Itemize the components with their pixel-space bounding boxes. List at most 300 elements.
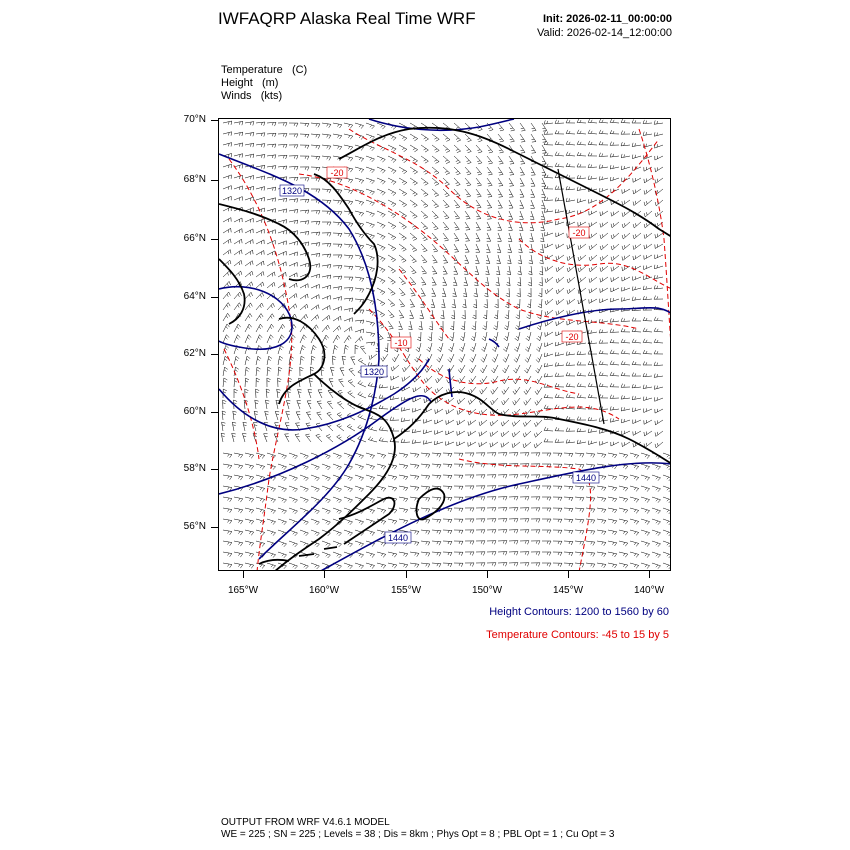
wind-barb bbox=[289, 156, 298, 160]
wind-barb bbox=[504, 332, 509, 341]
wind-barb bbox=[454, 156, 461, 164]
wind-barb bbox=[245, 552, 254, 557]
wind-barb bbox=[454, 233, 459, 241]
wind-barb bbox=[622, 222, 630, 228]
wind-barb bbox=[278, 230, 287, 234]
wind-barb bbox=[494, 310, 498, 319]
wind-barb bbox=[465, 563, 474, 567]
wind-barb bbox=[410, 156, 418, 163]
wind-barb bbox=[289, 563, 298, 569]
wind-barb bbox=[267, 356, 272, 365]
wind-barb bbox=[443, 475, 452, 479]
wind-barb bbox=[443, 486, 452, 490]
wind-barb bbox=[619, 530, 628, 535]
wind-barb bbox=[531, 541, 540, 545]
wind-barb bbox=[285, 434, 289, 442]
wind-barb bbox=[333, 134, 342, 139]
wind-barb bbox=[256, 229, 264, 233]
wind-barb bbox=[256, 378, 260, 387]
wind-barb bbox=[344, 475, 353, 481]
wind-barb bbox=[278, 475, 287, 481]
temperature-contour bbox=[224, 349, 259, 459]
wind-barb bbox=[399, 310, 404, 318]
wind-barb bbox=[644, 255, 652, 259]
wind-barb bbox=[589, 211, 597, 215]
wind-barb bbox=[555, 152, 564, 156]
wind-barb bbox=[222, 422, 226, 431]
wind-barb bbox=[234, 453, 243, 458]
wind-barb bbox=[599, 361, 608, 365]
wind-barb bbox=[599, 119, 608, 123]
wind-barb bbox=[222, 411, 226, 420]
wind-barb bbox=[267, 209, 276, 213]
wind-barb bbox=[644, 233, 652, 239]
wind-barb bbox=[223, 271, 231, 277]
wind-barb bbox=[529, 255, 533, 264]
wind-barb bbox=[377, 288, 385, 295]
wind-barb bbox=[564, 541, 573, 545]
wind-barb bbox=[300, 356, 305, 365]
wind-barb bbox=[421, 156, 428, 163]
wind-barb bbox=[644, 178, 652, 183]
wind-barb bbox=[630, 541, 639, 546]
wind-barb bbox=[621, 384, 630, 388]
wind-barb bbox=[531, 453, 540, 457]
wind-barb bbox=[421, 266, 427, 274]
wind-barb bbox=[333, 326, 341, 332]
wind-barb bbox=[578, 277, 586, 283]
wind-barb bbox=[355, 211, 364, 216]
wind-barb bbox=[514, 343, 520, 352]
wind-barb bbox=[459, 354, 465, 362]
wind-barb bbox=[326, 434, 333, 442]
wind-barb bbox=[399, 563, 408, 568]
wind-barb bbox=[480, 365, 487, 373]
wind-barb bbox=[415, 354, 421, 362]
wind-barb bbox=[471, 332, 476, 341]
wind-barb bbox=[476, 145, 482, 153]
wind-barb bbox=[300, 284, 308, 288]
wind-barb bbox=[544, 152, 553, 156]
wind-barb bbox=[524, 409, 532, 416]
wind-barb bbox=[360, 346, 366, 354]
wind-barb bbox=[267, 367, 271, 376]
wind-barb bbox=[622, 233, 630, 239]
wind-barb bbox=[577, 440, 586, 444]
wind-barb bbox=[337, 435, 344, 442]
wind-barb bbox=[278, 345, 284, 354]
wind-barb bbox=[322, 285, 331, 289]
wind-barb bbox=[399, 178, 407, 185]
wind-barb bbox=[399, 189, 407, 196]
wind-barb bbox=[564, 519, 573, 523]
wind-barb bbox=[531, 178, 535, 186]
wind-barb bbox=[278, 241, 286, 245]
wind-barb bbox=[223, 186, 231, 190]
wind-barb bbox=[643, 286, 652, 290]
wind-barb bbox=[498, 497, 507, 501]
wind-barb bbox=[496, 266, 500, 275]
wind-barb bbox=[577, 361, 586, 365]
coastline-north bbox=[339, 128, 671, 237]
temperature-label-text: -20 bbox=[330, 168, 344, 178]
wind-barb bbox=[223, 400, 227, 409]
wind-barb bbox=[289, 166, 298, 170]
wind-barb bbox=[454, 222, 459, 230]
wind-barb bbox=[223, 552, 232, 557]
wind-barb bbox=[566, 141, 575, 145]
wind-barb bbox=[509, 211, 513, 219]
wind-barb bbox=[388, 310, 394, 318]
wind-barb bbox=[497, 244, 501, 253]
wind-barb bbox=[388, 145, 396, 151]
wind-barb bbox=[377, 464, 386, 469]
wind-barb bbox=[652, 563, 661, 569]
wind-barb bbox=[388, 156, 396, 163]
wind-barb bbox=[487, 475, 496, 479]
wind-barb bbox=[344, 123, 353, 128]
wind-barb bbox=[465, 453, 474, 457]
wind-barb bbox=[333, 200, 342, 204]
wind-barb bbox=[289, 209, 298, 213]
wind-barb bbox=[469, 365, 476, 373]
wind-barb bbox=[337, 424, 344, 431]
wind-barb bbox=[368, 393, 377, 398]
wind-barb bbox=[223, 519, 232, 524]
wind-barb bbox=[223, 175, 231, 179]
wind-barb bbox=[366, 453, 375, 459]
wind-barb bbox=[377, 222, 385, 228]
wind-barb bbox=[388, 233, 396, 240]
wind-barb bbox=[509, 552, 518, 556]
wind-barb bbox=[454, 486, 463, 490]
wind-barb bbox=[589, 233, 597, 238]
wind-barb bbox=[457, 431, 465, 435]
wind-barb bbox=[243, 422, 247, 431]
wind-barb bbox=[465, 255, 469, 263]
wind-barb bbox=[311, 345, 316, 354]
wind-barb bbox=[344, 189, 353, 194]
wind-barb bbox=[502, 398, 510, 405]
wind-barb bbox=[289, 134, 298, 138]
wind-barb bbox=[566, 210, 575, 214]
wind-barb bbox=[523, 420, 531, 427]
temperature-label-text: -10 bbox=[394, 338, 408, 348]
wind-barb bbox=[355, 541, 364, 547]
wind-barb bbox=[223, 541, 232, 546]
wind-barb bbox=[322, 211, 331, 215]
wind-barb bbox=[333, 508, 342, 514]
wind-barb bbox=[432, 222, 438, 230]
wind-barb bbox=[366, 178, 375, 184]
wind-barb bbox=[663, 475, 671, 481]
wind-barb bbox=[413, 387, 421, 392]
wind-barb bbox=[465, 156, 471, 164]
wind-barb bbox=[586, 453, 595, 458]
wind-barb bbox=[443, 541, 452, 545]
wind-barb bbox=[278, 464, 287, 470]
wind-barb bbox=[545, 244, 553, 248]
wind-barb bbox=[553, 563, 562, 567]
wind-barb bbox=[454, 497, 463, 501]
wind-barb bbox=[643, 296, 652, 300]
wind-barb bbox=[300, 314, 308, 321]
wind-barb bbox=[278, 251, 286, 255]
wind-barb bbox=[465, 200, 470, 208]
wind-barb bbox=[534, 431, 542, 437]
wind-barb bbox=[366, 464, 375, 470]
wind-barb bbox=[256, 176, 265, 180]
wind-barb bbox=[644, 266, 652, 270]
wind-barb bbox=[503, 365, 510, 373]
wind-barb bbox=[223, 228, 231, 233]
wind-barb bbox=[621, 318, 630, 322]
wind-barb bbox=[333, 541, 342, 547]
wind-barb bbox=[289, 262, 297, 266]
wind-barb bbox=[476, 178, 482, 186]
wind-barb bbox=[388, 321, 393, 329]
wind-barb bbox=[355, 329, 364, 333]
wind-barb bbox=[245, 229, 253, 233]
wind-barb bbox=[630, 519, 639, 524]
wind-barb bbox=[344, 266, 353, 270]
wind-barb bbox=[410, 244, 417, 252]
wind-barb bbox=[432, 211, 438, 219]
wind-barb bbox=[410, 475, 419, 480]
wind-barb bbox=[256, 367, 261, 376]
wind-barb bbox=[535, 398, 542, 405]
wind-barb bbox=[278, 123, 287, 127]
wind-barb bbox=[474, 277, 478, 286]
wind-barb bbox=[366, 475, 375, 481]
wind-barb bbox=[377, 233, 385, 239]
wind-barb bbox=[421, 189, 428, 196]
wind-barb bbox=[541, 189, 545, 197]
wind-barb bbox=[566, 428, 575, 432]
wind-barb bbox=[608, 552, 617, 557]
wind-barb bbox=[267, 508, 276, 514]
wind-barb bbox=[492, 354, 498, 362]
temperature-contour-note: Temperature Contours: -45 to 15 by 5 bbox=[486, 629, 669, 641]
wind-barb bbox=[391, 376, 399, 380]
wind-barb bbox=[487, 200, 492, 208]
wind-barb bbox=[420, 310, 424, 319]
wind-barb bbox=[311, 167, 320, 171]
wind-barb bbox=[459, 343, 465, 352]
wind-barb bbox=[611, 211, 619, 216]
wind-barb bbox=[300, 453, 308, 459]
wind-barb bbox=[509, 453, 518, 457]
wind-barb bbox=[556, 288, 564, 294]
wind-barb bbox=[479, 420, 487, 426]
wind-barb bbox=[556, 342, 565, 346]
wind-barb bbox=[344, 308, 353, 312]
wind-barb bbox=[520, 189, 524, 197]
wind-barb bbox=[531, 189, 535, 197]
wind-barb bbox=[465, 552, 474, 556]
wind-barb bbox=[621, 131, 630, 135]
wind-barb bbox=[519, 222, 523, 231]
wind-barb bbox=[575, 453, 584, 457]
wind-barb bbox=[476, 167, 482, 175]
wind-barb bbox=[391, 386, 400, 390]
wind-barb bbox=[245, 475, 254, 480]
wind-barb bbox=[507, 255, 511, 264]
wind-barb bbox=[553, 530, 562, 534]
wind-barb bbox=[265, 400, 269, 409]
wind-barb bbox=[223, 563, 232, 568]
wind-barb bbox=[333, 486, 342, 492]
temperature-label bbox=[562, 331, 582, 342]
wind-barb bbox=[421, 134, 429, 141]
wind-barb bbox=[300, 486, 308, 492]
wind-barb bbox=[234, 356, 239, 365]
wind-barb bbox=[575, 563, 584, 567]
wind-barb bbox=[487, 156, 493, 164]
wind-barb bbox=[632, 350, 641, 354]
wind-barb bbox=[366, 222, 375, 228]
wind-barb bbox=[438, 343, 444, 352]
wind-barb bbox=[289, 530, 298, 536]
wind-barb bbox=[427, 343, 432, 352]
wind-barb bbox=[566, 119, 575, 123]
wind-barb bbox=[515, 332, 520, 341]
wind-barb bbox=[278, 497, 287, 503]
wind-barb bbox=[621, 119, 630, 123]
wind-barb bbox=[289, 304, 297, 310]
wind-barb bbox=[421, 486, 430, 490]
wind-barb bbox=[622, 431, 630, 435]
wind-barb bbox=[245, 508, 254, 513]
wind-barb bbox=[643, 385, 652, 389]
wind-barb bbox=[322, 145, 331, 150]
wind-barb bbox=[421, 222, 428, 230]
lat-label-62: 62°N bbox=[183, 348, 206, 359]
wind-barb bbox=[567, 277, 575, 283]
lat-label-68: 68°N bbox=[183, 174, 206, 185]
wind-barb bbox=[245, 143, 254, 147]
wind-barb bbox=[306, 423, 311, 431]
lat-tick bbox=[211, 120, 218, 121]
wind-barb bbox=[610, 339, 619, 343]
wind-barb bbox=[611, 298, 620, 302]
wind-barb bbox=[619, 563, 628, 568]
wind-barb bbox=[435, 441, 444, 445]
temperature-label-text: -20 bbox=[565, 332, 579, 342]
wind-barb bbox=[484, 299, 488, 308]
wind-barb bbox=[588, 441, 597, 445]
wind-barb bbox=[322, 475, 330, 481]
wind-barb bbox=[300, 231, 309, 235]
wind-barb bbox=[644, 431, 652, 436]
wind-barb bbox=[555, 141, 564, 145]
lat-tick bbox=[211, 180, 218, 181]
wind-barb bbox=[421, 244, 427, 252]
wind-barb bbox=[487, 167, 492, 175]
wind-barb bbox=[390, 417, 399, 421]
wind-barb bbox=[655, 167, 663, 172]
wind-barb bbox=[443, 134, 450, 141]
wind-barb bbox=[431, 299, 435, 308]
wind-barb bbox=[377, 178, 385, 184]
wind-barb bbox=[388, 453, 397, 458]
wind-barb bbox=[311, 232, 320, 236]
wind-barb bbox=[652, 530, 661, 536]
wind-barb bbox=[289, 123, 298, 127]
wind-barb bbox=[242, 433, 246, 442]
wind-barb bbox=[384, 343, 388, 352]
wind-barb bbox=[366, 211, 375, 217]
wind-barb bbox=[221, 433, 225, 442]
wind-barb bbox=[600, 277, 608, 282]
wind-barb bbox=[539, 277, 543, 286]
wind-barb bbox=[245, 132, 254, 136]
wind-barb bbox=[256, 293, 264, 300]
wind-barb bbox=[600, 233, 608, 239]
wind-barb bbox=[472, 321, 476, 330]
wind-barb bbox=[322, 275, 331, 279]
wind-barb bbox=[355, 552, 364, 558]
wind-barb bbox=[255, 400, 259, 409]
wind-barb bbox=[234, 508, 243, 513]
wind-barb bbox=[588, 330, 597, 334]
wind-barb bbox=[322, 306, 330, 311]
wind-barb bbox=[410, 552, 419, 557]
wind-barb bbox=[337, 401, 344, 409]
wind-barb bbox=[443, 189, 449, 197]
wind-barb bbox=[610, 165, 619, 169]
wind-barb bbox=[473, 299, 477, 308]
wind-barb bbox=[256, 530, 265, 536]
wind-barb bbox=[245, 324, 252, 332]
temperature-contour bbox=[399, 269, 449, 339]
wind-barb bbox=[254, 422, 258, 431]
wind-barb bbox=[278, 486, 287, 492]
wind-barb bbox=[366, 244, 375, 250]
wind-barb bbox=[610, 418, 619, 422]
wind-barb bbox=[531, 464, 540, 468]
wind-barb bbox=[575, 530, 584, 534]
wind-barb bbox=[633, 200, 641, 206]
wind-barb bbox=[597, 563, 606, 568]
wind-barb bbox=[423, 440, 432, 444]
wind-barb bbox=[223, 508, 232, 513]
wind-barb bbox=[553, 541, 562, 545]
wind-barb bbox=[575, 486, 584, 490]
wind-barb bbox=[479, 442, 487, 447]
wind-barb bbox=[589, 288, 597, 293]
wind-barb bbox=[531, 123, 536, 131]
wind-barb bbox=[545, 232, 553, 236]
wind-barb bbox=[333, 244, 342, 248]
wind-barb bbox=[633, 244, 641, 250]
wind-barb bbox=[424, 376, 432, 383]
wind-barb bbox=[622, 266, 630, 271]
wind-barb bbox=[553, 552, 562, 556]
wind-barb bbox=[256, 208, 265, 212]
wind-barb bbox=[476, 156, 482, 164]
wind-barb bbox=[311, 519, 319, 525]
wind-barb bbox=[481, 343, 487, 352]
wind-barb bbox=[388, 266, 396, 273]
wind-barb bbox=[523, 431, 531, 437]
wind-barb bbox=[245, 261, 253, 266]
wind-barb bbox=[322, 222, 331, 226]
legend-temperature-name: Temperature bbox=[221, 64, 283, 76]
wind-barb bbox=[317, 412, 322, 420]
wind-barb bbox=[544, 141, 553, 145]
wind-barb bbox=[535, 387, 542, 395]
